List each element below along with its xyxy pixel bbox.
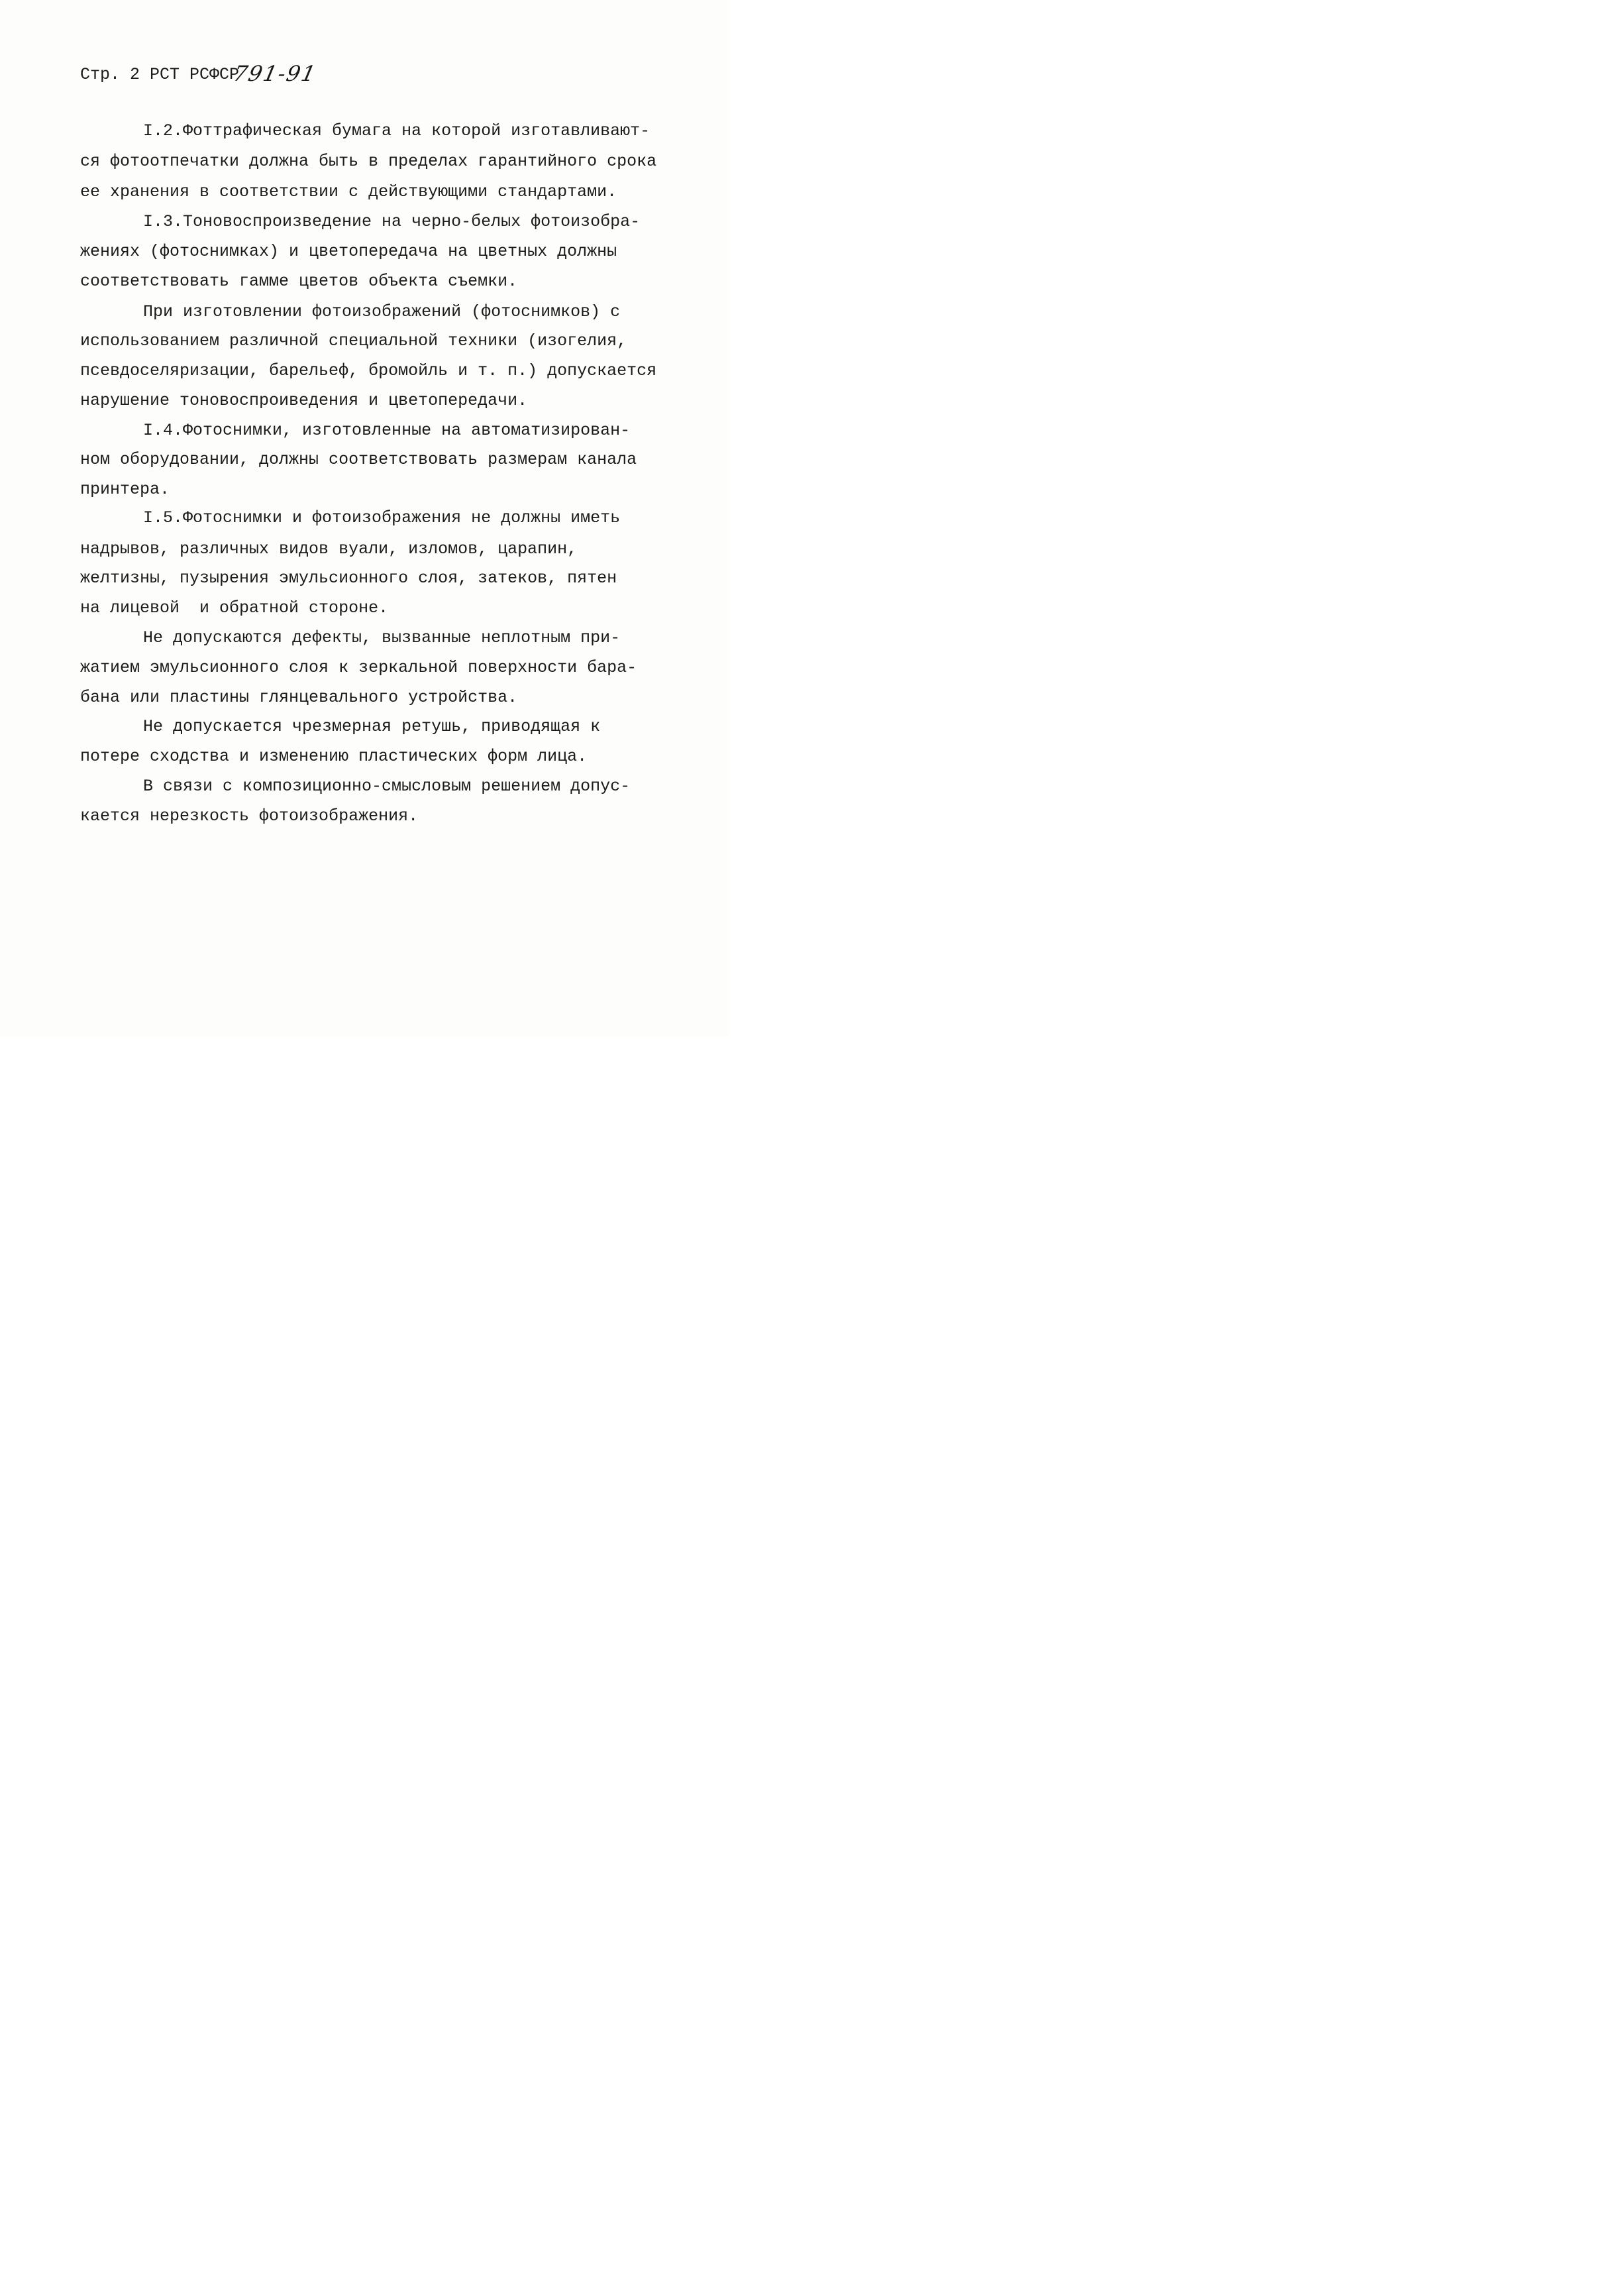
text-line: псевдоселяризации, барельеф, бромойль и т. п.) допускается — [80, 361, 657, 380]
text-line: нарушение тоновоспроиведения и цветопередачи. — [80, 391, 528, 410]
text-line: соответствовать гамме цветов объекта съемки. — [80, 272, 518, 291]
text-line: В связи с композиционно-смысловым решением допус- — [143, 777, 631, 796]
text-line: кается нерезкость фотоизображения. — [80, 806, 419, 826]
text-line: жатием эмульсионного слоя к зеркальной поверхности бара- — [80, 658, 637, 677]
text-line: I.5.Фотоснимки и фотоизображения не должны иметь — [143, 508, 621, 527]
text-line: Не допускаются дефекты, вызванные неплотным при- — [143, 628, 621, 647]
handwritten-standard-number: 791-91 — [231, 61, 319, 86]
text-line: надрывов, различных видов вуали, изломов, царапин, — [80, 539, 578, 559]
page-header: Стр. 2 РСТ РСФСР — [80, 65, 240, 84]
text-line: ее хранения в соответствии с действующими стандартами. — [80, 182, 617, 201]
text-line: принтера. — [80, 480, 170, 499]
text-line: ся фотоотпечатки должна быть в пределах гарантийного срока — [80, 152, 657, 171]
text-line: бана или пластины глянцевального устройства. — [80, 688, 518, 707]
text-line: Не допускается чрезмерная ретушь, приводящая к — [143, 717, 601, 736]
document-page — [0, 0, 729, 1036]
text-line: I.4.Фотоснимки, изготовленные на автоматизирован- — [143, 421, 631, 440]
text-line: При изготовлении фотоизображений (фотоснимков) с — [143, 302, 621, 321]
text-line: I.3.Тоновоспроизведение на черно-белых фотоизобра- — [143, 212, 641, 231]
text-line: потере сходства и изменению пластических форм лица. — [80, 747, 588, 766]
text-line: ном оборудовании, должны соответствовать размерам канала — [80, 450, 637, 469]
text-line: жениях (фотоснимках) и цветопередача на цветных должны — [80, 242, 617, 261]
text-line: на лицевой и обратной стороне. — [80, 598, 389, 618]
text-line: I.2.Фоттрафическая бумага на которой изготавливают- — [143, 121, 651, 140]
text-line: желтизны, пузырения эмульсионного слоя, затеков, пятен — [80, 569, 617, 588]
text-line: использованием различной специальной техники (изогелия, — [80, 331, 627, 351]
